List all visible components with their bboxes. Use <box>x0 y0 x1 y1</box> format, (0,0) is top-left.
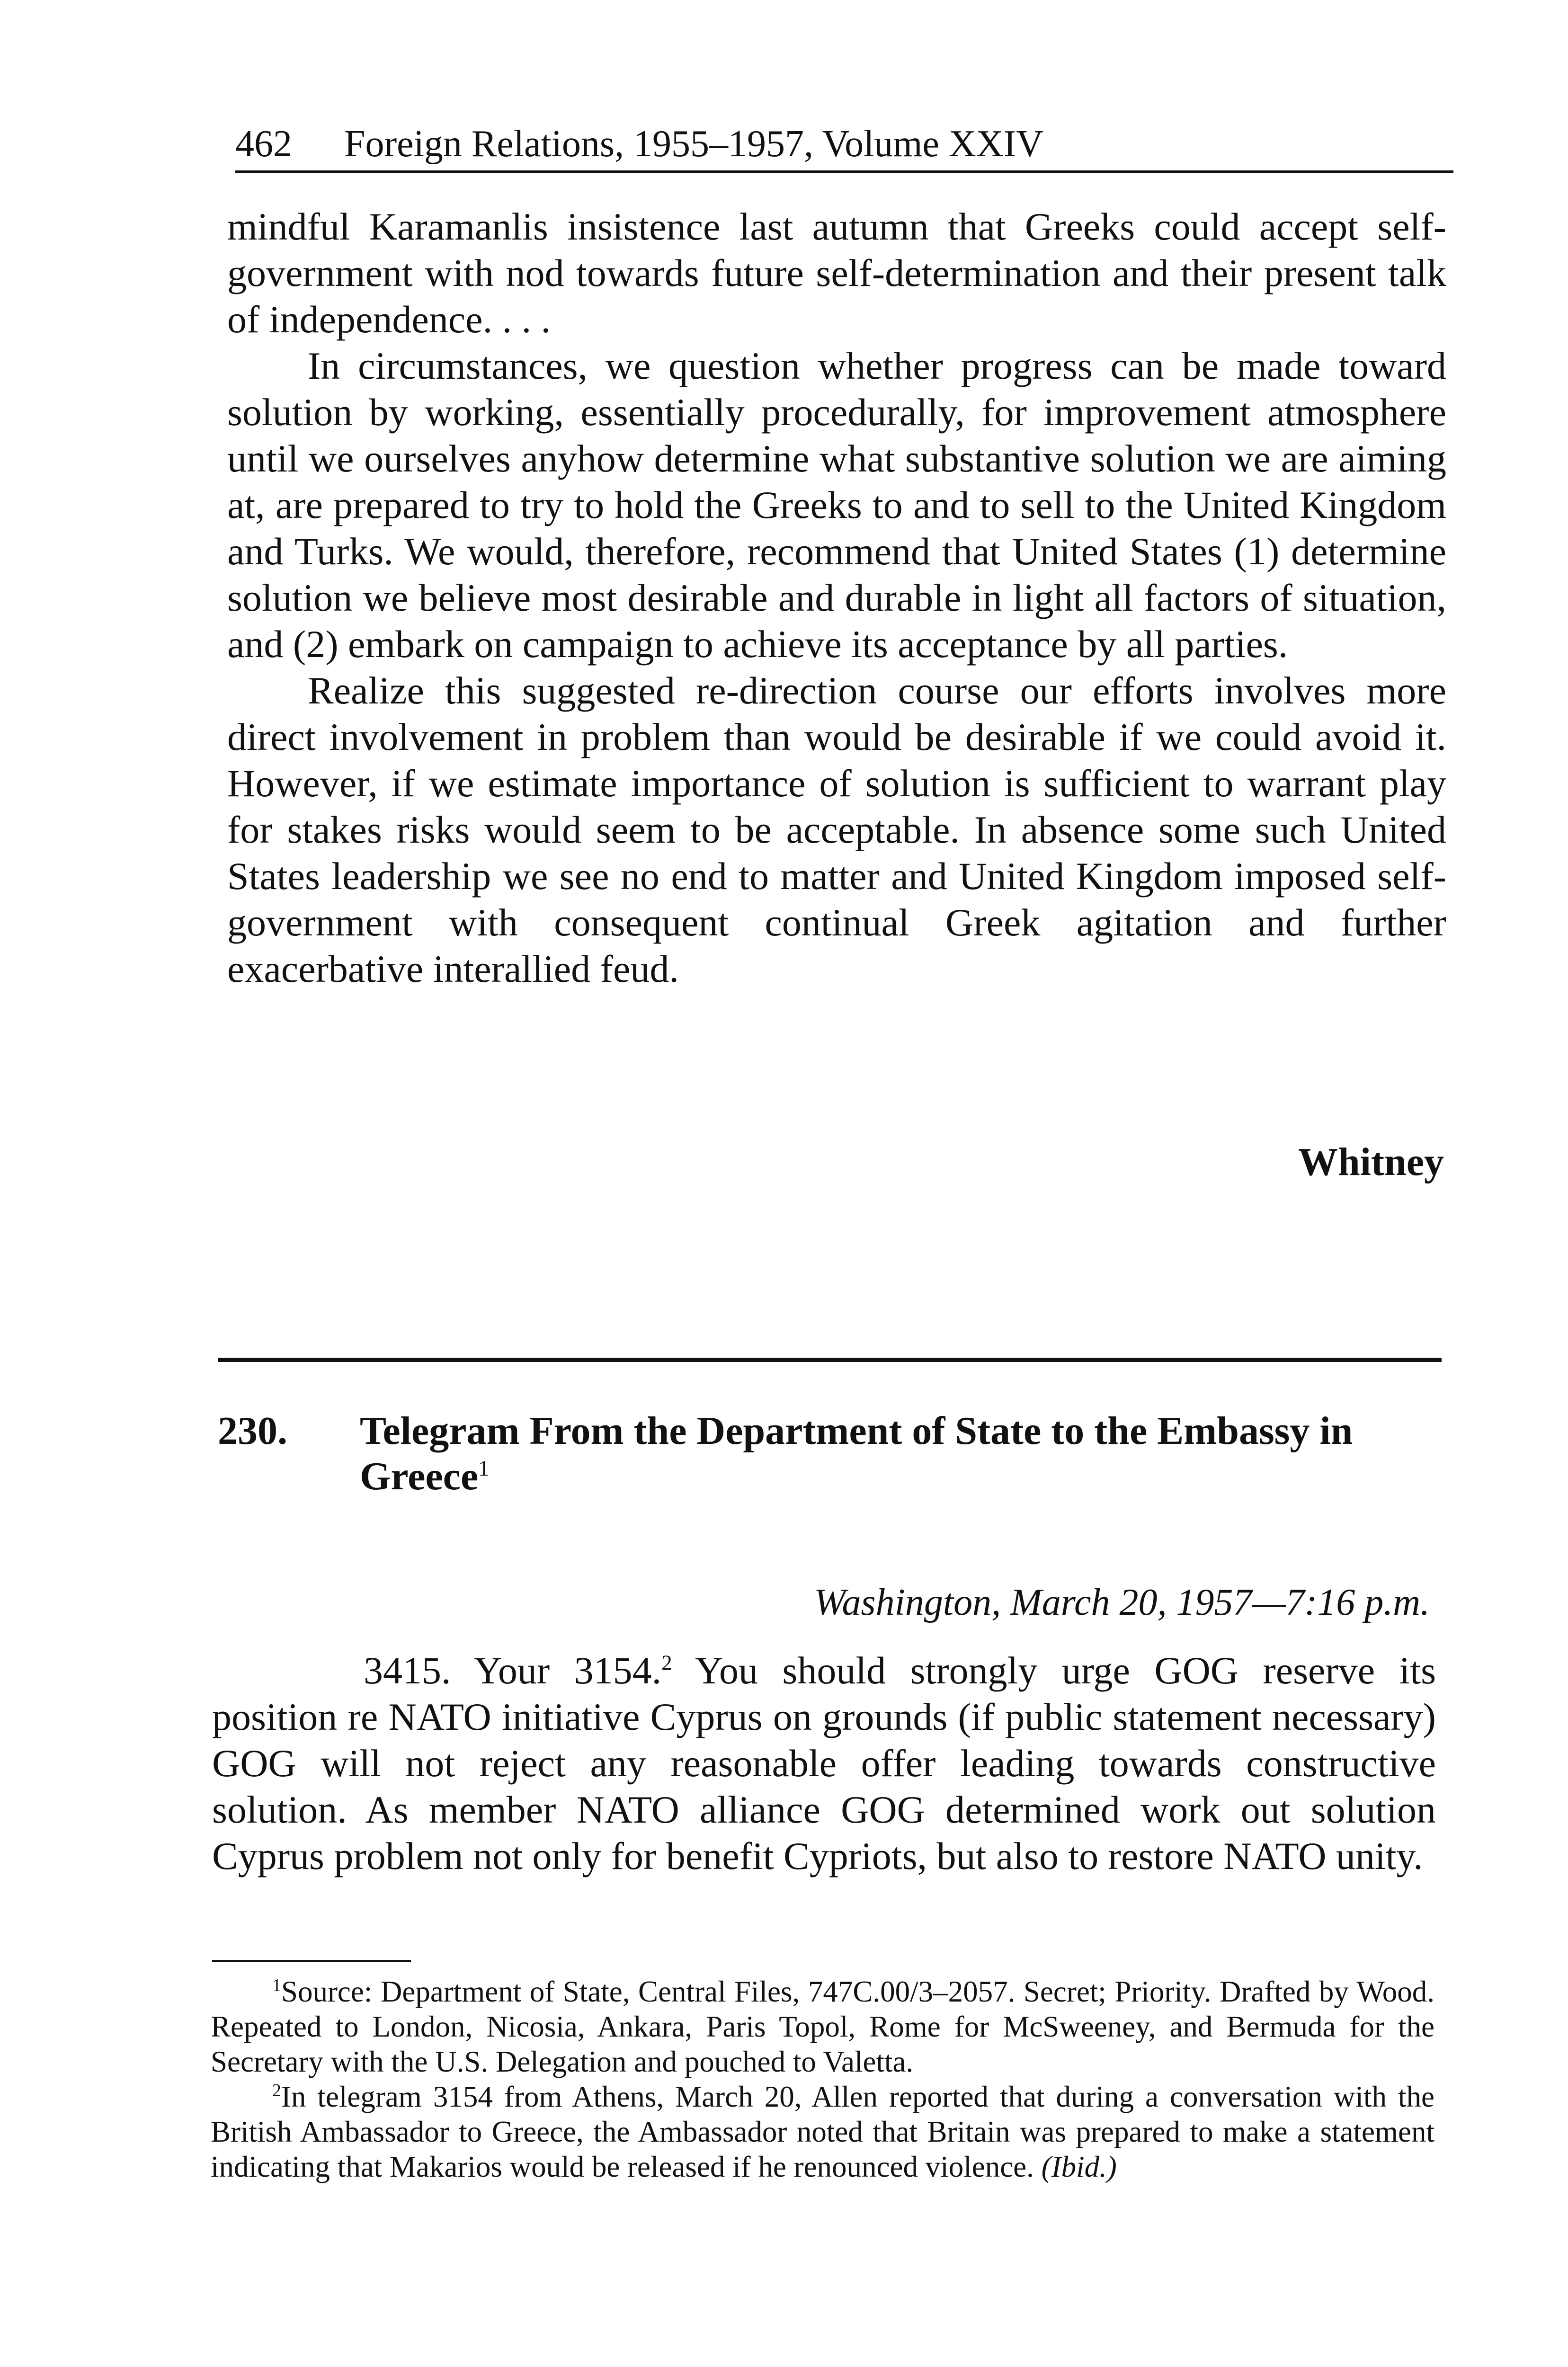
footnote-ref: 1 <box>478 1456 490 1480</box>
document-number: 230. <box>218 1409 287 1453</box>
footnote <box>211 2079 1434 2184</box>
footnote-text: Source: Department of State, Central Files, 747C.00/3–2057. Secret; Priority. Drafted by Wood. Repeated to London, Nicosia, Ankara, Paris Topol, Rome for McSweeney, and Bermuda for the Secretary with the U.S. Delegation and pouched to Valetta. <box>211 1975 1434 2078</box>
footnote-text: In telegram 3154 from Athens, March 20, Allen reported that during a conversation with the British Ambassador to Greece, the Ambassador noted that Britain was prepared to make a statement indicating that Makarios would be released if he renounced violence. <box>211 2080 1434 2183</box>
signature: Whitney <box>1298 1140 1444 1184</box>
dateline: Washington, March 20, 1957—7:16 p.m. <box>814 1582 1430 1623</box>
telegram-text: You should strongly urge GOG reserve its position re NATO initiative Cyprus on grounds (if public statement necessary) GOG will not reject any reasonable offer leading towards constructive solution. As member NATO alliance GOG determined work out solution Cyprus problem not only for benefit Cypriots, but also to restore NATO unity. <box>212 1649 1436 1878</box>
telegram-body <box>212 1647 1436 1879</box>
paragraph: Realize this suggested re-direction course our efforts involves more direct involvement in problem than would be desirable if we could avoid it. However, if we estimate importance of solution is sufficient to warrant play for stakes risks would seem to be acceptable. In absence some such United States leadership we see no end to matter and United Kingdom imposed self-government with consequent continual Greek agitation and further exacerbative interallied feud. <box>227 669 1446 990</box>
footnote-marker: 1 <box>272 1975 281 1995</box>
section-divider <box>218 1358 1442 1362</box>
running-head <box>235 117 1453 173</box>
document-title: Telegram From the Department of State to the Embassy in Greece <box>360 1409 1353 1498</box>
paragraph: In circumstances, we question whether progress can be made toward solution by working, essentially procedurally, for improvement atmosphere until we ourselves anyhow determine what substantive solution we are aiming at, are prepared to try to hold the Greeks to and to sell to the United Kingdom and Turks. We would, therefore, recommend that United States (1) determine solution we believe most desirable and durable in light all factors of situation, and (2) embark on campaign to achieve its acceptance by all parties. <box>227 344 1446 666</box>
volume-title: Foreign Relations, 1955–1957, Volume XXIV <box>344 123 1043 165</box>
document-title-block <box>360 1408 1449 1499</box>
footnote-rule <box>212 1960 411 1962</box>
page-number: 462 <box>235 123 292 165</box>
footnotes <box>211 1974 1434 2184</box>
footnote <box>211 1974 1434 2079</box>
previous-document-text <box>227 204 1446 992</box>
paragraph: mindful Karamanlis insistence last autumn that Greeks could accept self-government with nod towards future self-determination and their present talk of independence. . . . <box>227 205 1446 341</box>
telegram-lead: 3415. Your 3154. <box>364 1649 662 1692</box>
footnote-marker: 2 <box>272 2081 281 2100</box>
paragraph <box>212 1647 1436 1879</box>
footnote-ref: 2 <box>661 1651 672 1675</box>
footnote-citation: (Ibid.) <box>1041 2150 1117 2183</box>
